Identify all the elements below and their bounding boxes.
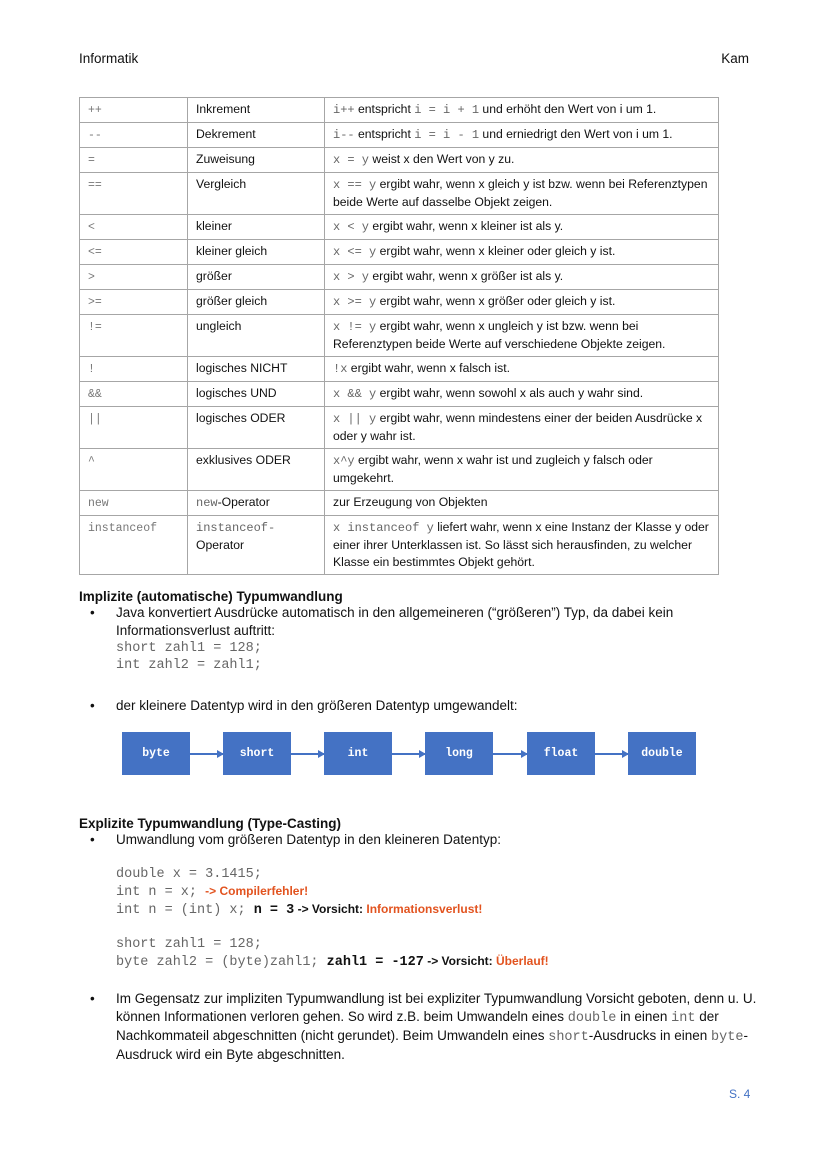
- table-row: [80, 407, 719, 449]
- table-row: [80, 382, 719, 407]
- implicit-heading: Implizite (automatische) Typumwandlung: [79, 589, 343, 604]
- bullet-icon: •: [90, 832, 95, 847]
- operator-cell: >: [80, 265, 188, 290]
- arrow-icon: [595, 753, 628, 755]
- description-cell: x <= y ergibt wahr, wenn x kleiner oder gleich y ist.: [325, 240, 719, 265]
- name-cell: Inkrement: [188, 98, 325, 123]
- description-cell: x < y ergibt wahr, wenn x kleiner ist als y.: [325, 215, 719, 240]
- operator-cell: <=: [80, 240, 188, 265]
- operator-cell: --: [80, 123, 188, 148]
- type-box-byte: byte: [122, 732, 190, 775]
- arrow-icon: [392, 753, 425, 755]
- name-cell: new-Operator: [188, 491, 325, 516]
- explicit-section: [79, 816, 759, 971]
- name-cell: instanceof- Operator: [188, 516, 325, 575]
- description-cell: x != y ergibt wahr, wenn x ungleich y ist bzw. wenn bei Referenztypen beide Werte auf verschiedene Objekte zeigen.: [325, 315, 719, 357]
- table-row: [80, 265, 719, 290]
- document-author: Kam: [721, 51, 749, 66]
- table-row: [80, 148, 719, 173]
- operator-cell: ++: [80, 98, 188, 123]
- name-cell: Zuweisung: [188, 148, 325, 173]
- document-subject: Informatik: [79, 51, 139, 66]
- operator-cell: ==: [80, 173, 188, 215]
- operator-cell: ||: [80, 407, 188, 449]
- description-cell: x == y ergibt wahr, wenn x gleich y ist bzw. wenn bei Referenztypen beide Werte auf dasselbe Objekt zeigen.: [325, 173, 719, 215]
- type-box-int: int: [324, 732, 392, 775]
- description-cell: !x ergibt wahr, wenn x falsch ist.: [325, 357, 719, 382]
- explicit-heading: Explizite Typumwandlung (Type-Casting): [79, 816, 342, 831]
- code-example-2: short zahl1 = 128; byte zahl2 = (byte)zahl1; zahl1 = -127 -> Vorsicht: Überlauf!: [116, 937, 549, 970]
- bullet-icon: •: [90, 991, 95, 1006]
- table-row: [80, 240, 719, 265]
- name-cell: Dekrement: [188, 123, 325, 148]
- arrow-icon: [190, 753, 223, 755]
- implicit-bullet-1: • Java konvertiert Ausdrücke automatisch in den allgemeineren (“größeren”) Typ, da dabei kein Informationsverlust auftritt: short zahl1 = 128; int zahl2 = zahl1;: [79, 604, 759, 674]
- operator-cell: !=: [80, 315, 188, 357]
- description-cell: x^y ergibt wahr, wenn x wahr ist und zugleich y falsch oder umgekehrt.: [325, 449, 719, 491]
- table-row: [80, 215, 719, 240]
- name-cell: kleiner gleich: [188, 240, 325, 265]
- operator-cell: <: [80, 215, 188, 240]
- code-line: short zahl1 = 128;: [116, 641, 262, 656]
- description-cell: x > y ergibt wahr, wenn x größer ist als y.: [325, 265, 719, 290]
- name-cell: ungleich: [188, 315, 325, 357]
- implicit-section: [79, 589, 759, 674]
- type-box-float: float: [527, 732, 595, 775]
- name-cell: Vergleich: [188, 173, 325, 215]
- explicit-bullet-2: • Im Gegensatz zur impliziten Typumwandlung ist bei expliziter Typumwandlung Vorsicht geboten, denn u. U. können Informationen verloren gehen. So wird z.B. beim Umwandeln eines double in einen int der Nachkommateil abgeschnitten (nicht gerundet). Beim Umwandeln eines short-Ausdrucks in einen byte-Ausdruck wird ein Byte abgeschnitten.: [90, 991, 757, 1062]
- type-box-long: long: [425, 732, 493, 775]
- type-box-double: double: [628, 732, 696, 775]
- bullet-icon: •: [90, 698, 95, 713]
- name-cell: exklusives ODER: [188, 449, 325, 491]
- description-cell: zur Erzeugung von Objekten: [325, 491, 719, 516]
- table-row: [80, 173, 719, 215]
- description-cell: x || y ergibt wahr, wenn mindestens einer der beiden Ausdrücke x oder y wahr ist.: [325, 407, 719, 449]
- explicit-bullet-1: • Umwandlung vom größeren Datentyp in den kleineren Datentyp:: [90, 832, 501, 847]
- name-cell: kleiner: [188, 215, 325, 240]
- operators-table: [79, 97, 719, 575]
- name-cell: größer gleich: [188, 290, 325, 315]
- arrow-icon: [493, 753, 527, 755]
- description-cell: i++ entspricht i = i + 1 und erhöht den Wert von i um 1.: [325, 98, 719, 123]
- table-row: [80, 123, 719, 148]
- code-line: int zahl2 = zahl1;: [116, 658, 262, 673]
- table-row: [80, 290, 719, 315]
- operator-cell: instanceof: [80, 516, 188, 575]
- bullet-icon: •: [90, 605, 95, 620]
- name-cell: logisches NICHT: [188, 357, 325, 382]
- description-cell: x = y weist x den Wert von y zu.: [325, 148, 719, 173]
- name-cell: logisches UND: [188, 382, 325, 407]
- description-cell: x instanceof y liefert wahr, wenn x eine Instanz der Klasse y oder einer ihrer Unterklassen ist. So lässt sich herausfinden, zu welcher Klasse ein bestimmtes Objekt gehört.: [325, 516, 719, 575]
- code-example-1: double x = 3.1415; int n = x; -> Compilerfehler! int n = (int) x; n = 3 -> Vorsicht: Informationsverlust!: [116, 867, 483, 918]
- operator-cell: &&: [80, 382, 188, 407]
- name-cell: logisches ODER: [188, 407, 325, 449]
- table-row: [80, 491, 719, 516]
- description-cell: x && y ergibt wahr, wenn sowohl x als auch y wahr sind.: [325, 382, 719, 407]
- description-cell: x >= y ergibt wahr, wenn x größer oder gleich y ist.: [325, 290, 719, 315]
- page-number: S. 4: [729, 1087, 751, 1101]
- description-cell: i-- entspricht i = i - 1 und erniedrigt den Wert von i um 1.: [325, 123, 719, 148]
- arrow-icon: [291, 753, 324, 755]
- operator-cell: =: [80, 148, 188, 173]
- table-row: [80, 357, 719, 382]
- table-row: [80, 516, 719, 575]
- type-widening-diagram: [122, 732, 697, 775]
- operator-cell: !: [80, 357, 188, 382]
- type-box-short: short: [223, 732, 291, 775]
- table-row: [80, 449, 719, 491]
- table-row: [80, 315, 719, 357]
- table-row: [80, 98, 719, 123]
- operator-cell: >=: [80, 290, 188, 315]
- operator-cell: ^: [80, 449, 188, 491]
- name-cell: größer: [188, 265, 325, 290]
- operator-cell: new: [80, 491, 188, 516]
- implicit-bullet-2: • der kleinere Datentyp wird in den größeren Datentyp umgewandelt:: [90, 698, 518, 713]
